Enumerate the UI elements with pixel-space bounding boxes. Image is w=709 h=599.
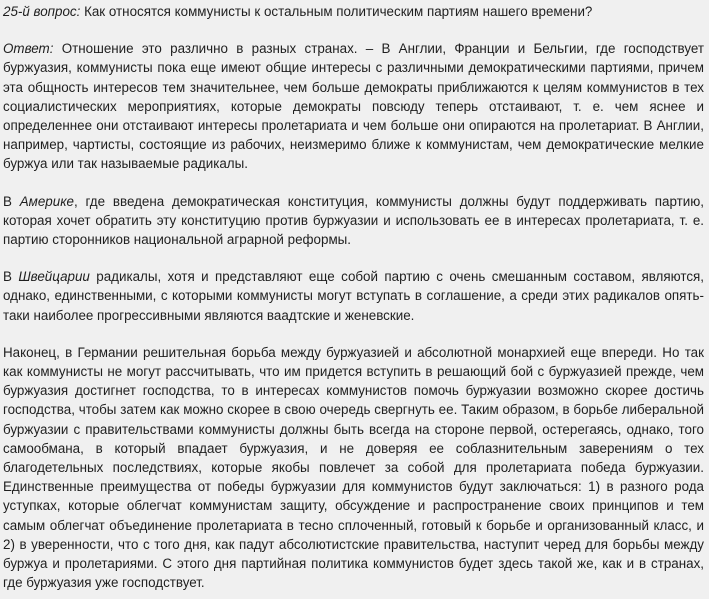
america-paragraph bbox=[3, 192, 704, 250]
switzerland-paragraph bbox=[3, 267, 704, 325]
america-country: Америке bbox=[19, 193, 74, 209]
america-prefix: В bbox=[3, 193, 20, 209]
switzerland-country: Швейцарии bbox=[18, 269, 90, 285]
switzerland-text: радикалы, хотя и представляют еще собой партию с очень смешанным составом, являются, однако, единственными, с которыми коммунисты могут вступать в соглашение, а среди этих радикалов опять-таки наиболее прогрессивными являются ваадтские и женевские. bbox=[3, 269, 704, 323]
switzerland-prefix: В bbox=[3, 269, 19, 285]
germany-paragraph: Наконец, в Германии решительная борьба между буржуазией и абсолютной монархией еще впереди. Но так как коммунисты не могут рассчитывать, что им придется вступить в решающий бой с буржуазией прежде, чем буржуазия достигнет господства, то в интересах коммунистов помочь буржуазии возможно скорее достичь господства, чтобы затем как можно скорее в свою очередь свергнуть ее. Таким образом, в борьбе либеральной буржуазии с правительствами коммунисты должны быть всегда на стороне первой, остерегаясь, однако, того самообмана, в который впадает буржуазия, и не доверяя ее соблазнительным заверениям о тех благодетельных последствиях, которые якобы повлечет за собой для пролетариата победа буржуазии. Единственные преимущества от победы буржуазии для коммунистов будут заключаться: 1) в разного рода уступках, которые облегчат коммунистам защиту, обсуждение и распространение своих принципов и тем самым облегчат объединение пролетариата в тесно сплоченный, готовый к борьбе и организованный класс, и 2) в уверенности, что с того дня, как падут абсолютистские правительства, наступит черед для борьбы между буржуа и пролетариями. С этого дня партийная политика коммунистов будет здесь такой же, как и в странах, где буржуазия уже господствует. bbox=[3, 344, 704, 591]
answer-label: Ответ: bbox=[3, 41, 54, 57]
answer-paragraph bbox=[3, 39, 704, 173]
question-paragraph bbox=[3, 2, 704, 21]
answer-text: Отношение это различно в разных странах. – В Англии, Франции и Бельгии, где господствует буржуазия, коммунисты пока еще имеют общие интересы с различными демократическими партиями, причем эта общность интересов тем значительнее, чем больше демократы приближаются к целям коммунистов в тех социалистических мероприятиях, которые демократы повсюду теперь отстаивают, т. е. чем яснее и определеннее они отстаивают интересы пролетариата и чем больше они опираются на пролетариат. В Англии, например, чартисты, состоящие из рабочих, неизмеримо ближе к коммунистам, чем демократические мелкие буржуа или так называемые радикалы. bbox=[3, 41, 704, 172]
question-text: Как относятся коммунисты к остальным политическим партиям нашего времени? bbox=[80, 4, 593, 19]
america-text: , где введена демократическая конституция, коммунисты должны будут поддерживать партию, которая хочет обратить эту конституцию против буржуазии и использовать ее в интересах пролетариата, т. е. партию сторонников национальной аграрной реформы. bbox=[3, 193, 704, 248]
question-label: 25-й вопрос: bbox=[3, 4, 81, 19]
